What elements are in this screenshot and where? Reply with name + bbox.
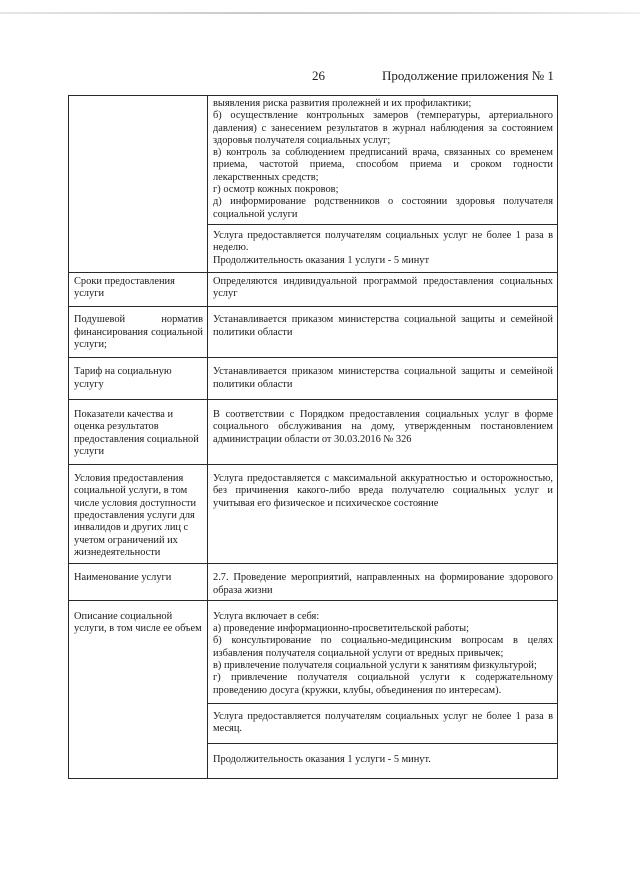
row-value: 2.7. Проведение мероприятий, направленных на формирование здорового образа жизни (208, 564, 558, 601)
table-row (69, 307, 558, 358)
page-number: 26 (312, 68, 325, 83)
table-row (69, 564, 558, 601)
text-line: выявления риска развития пролежней и их профилактики; (213, 98, 472, 109)
row-label: Условия предоставления социальной услуги, в том числе условия доступности предоставления услуги для инвалидов и других лиц с учетом ограничений их жизнедеятельности (69, 465, 208, 564)
table-row (69, 600, 558, 703)
row-label (69, 96, 208, 273)
row-value: Устанавливается приказом министерства социальной защиты и семейной политики области (208, 358, 558, 400)
table-row (69, 96, 558, 225)
row-value: Устанавливается приказом министерства социальной защиты и семейной политики области (208, 307, 558, 358)
text-line: г) осмотр кожных покровов; (213, 184, 339, 196)
text-line: а) проведение информационно-просветительской работы; (213, 623, 469, 635)
table-row (69, 465, 558, 564)
text-line: б) осуществление контрольных замеров (температуры, артериального давления) с занесением результатов в журнал наблюдения за состоянием здоровья получателя социальных услуг; (213, 110, 553, 146)
row-label: Тариф на социальную услугу (69, 358, 208, 400)
row-value: Продолжительность оказания 1 услуги - 5 минут. (208, 744, 558, 778)
text-line: в) привлечение получателя социальной услуги к занятиям физкультурой; (213, 659, 537, 671)
appendix-continuation-title: Продолжение приложения № 1 (382, 68, 554, 83)
row-value: Услуга предоставляется получателям социальных услуг не более 1 раза в месяц. (208, 703, 558, 744)
row-value: Определяются индивидуальной программой предоставления социальных услуг (208, 272, 558, 307)
scan-top-edge (0, 12, 640, 14)
table-row (69, 399, 558, 464)
text-line: Услуга предоставляется получателям социальных услуг не более 1 раза в неделю. (213, 229, 553, 254)
text-line: Продолжительность оказания 1 услуги - 5 минут (213, 254, 430, 266)
row-value: Услуга предоставляется с максимальной аккуратностью и осторожностью, без причинения какого-либо вреда получателю социальных услуг и учитывая его физическое и психическое состояние (208, 465, 558, 564)
text-line: Услуга включает в себя: (213, 610, 320, 622)
text-line: б) консультирование по социально-медицинским вопросам в целях избавления получателя социальной услуги от вредных привычек; (213, 635, 553, 659)
row-label: Показатели качества и оценка результатов предоставления социальной услуги (69, 399, 208, 464)
row-value (208, 96, 558, 225)
row-value: В соответствии с Порядком предоставления социальных услуг в форме социального обслуживания на дому, утвержденным постановлением администрации области от 30.03.2016 № 326 (208, 399, 558, 464)
text-line: д) информирование родственников о состоянии здоровья получателя социальной услуги (213, 196, 553, 220)
row-value (208, 224, 558, 272)
table-row (69, 272, 558, 307)
row-label: Подушевой норматив финансирования социальной услуги; (69, 307, 208, 358)
row-label: Сроки предоставления услуги (69, 272, 208, 307)
service-description-table (68, 95, 558, 779)
row-label: Наименование услуги (69, 564, 208, 601)
text-line: в) контроль за соблюдением предписаний врача, связанных со временем приема, частотой приема, способом приема и сроком годности лекарственных средств; (213, 147, 553, 183)
row-value (208, 600, 558, 703)
text-line: г) привлечение получателя социальной услуги к содержательному проведению досуга (кружки, клубы, объединения по интересам). (213, 672, 553, 696)
row-label: Описание социальной услуги, в том числе ее объем (69, 600, 208, 778)
table-row (69, 358, 558, 400)
